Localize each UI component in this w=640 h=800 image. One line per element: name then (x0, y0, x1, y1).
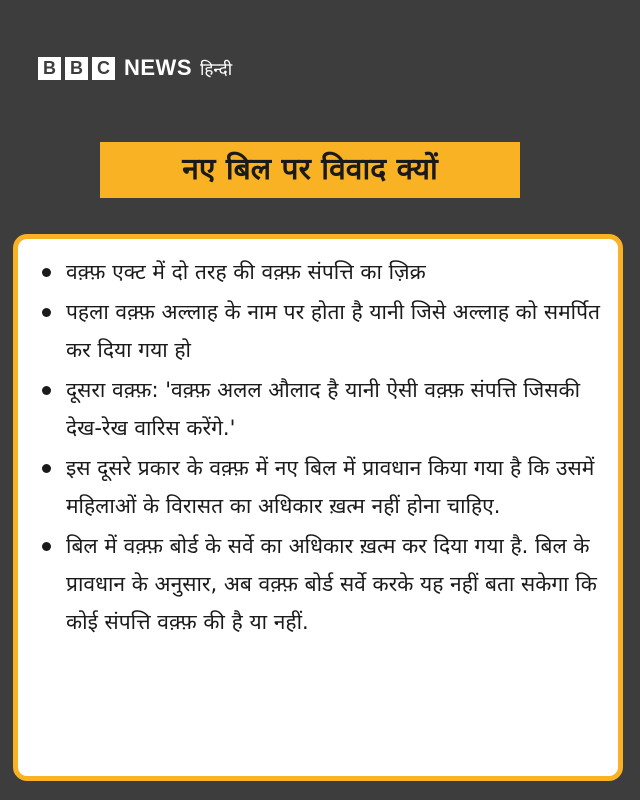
bullet-dot-icon (42, 268, 51, 277)
bullet-text-2: पहला वक़्फ़ अल्लाह के नाम पर होता है यानी जिसे अल्लाह को समर्पित कर दिया गया हो (66, 300, 600, 362)
title-banner (100, 142, 520, 198)
bullet-item-2 (42, 293, 602, 369)
brand-language-text: हिन्दी (200, 59, 233, 80)
bullet-item-4 (42, 449, 602, 525)
bullet-item-5 (42, 527, 602, 641)
bullet-text-4: इस दूसरे प्रकार के वक़्फ़ में नए बिल में प्रावधान किया गया है कि उसमें महिलाओं के विरासत का अधिकार ख़त्म नहीं होना चाहिए. (66, 456, 595, 518)
bullet-item-1 (42, 253, 602, 291)
bullet-dot-icon (42, 542, 51, 551)
bbc-logo-letter-b2: B (65, 57, 88, 80)
bbc-logo-letter-b1: B (38, 57, 61, 80)
brand-news-text: NEWS (124, 55, 192, 80)
bullet-list (18, 239, 618, 641)
bullet-text-3: दूसरा वक़्फ़: 'वक़्फ़ अलल औलाद है यानी ऐसी वक़्फ़ संपत्ति जिसकी देख-रेख वारिस करेंगे.' (66, 378, 581, 440)
bullet-dot-icon (42, 386, 51, 395)
content-card (13, 234, 623, 781)
bullet-dot-icon (42, 464, 51, 473)
bullet-item-3 (42, 371, 602, 447)
page-title: नए बिल पर विवाद क्यों (182, 152, 438, 187)
bullet-text-1: वक़्फ़ एक्ट में दो तरह की वक़्फ़ संपत्ति का ज़िक्र (66, 260, 426, 284)
bullet-dot-icon (42, 308, 51, 317)
bbc-logo-letter-c: C (92, 57, 115, 80)
bbc-news-hindi-logo (38, 56, 232, 80)
bullet-text-5: बिल में वक़्फ़ बोर्ड के सर्वे का अधिकार ख़त्म कर दिया गया है. बिल के प्रावधान के अनुसार, अब वक़्फ़ बोर्ड सर्वे करके यह नहीं बता सकेगा कि कोई संपत्ति वक़्फ़ की है या नहीं. (66, 534, 597, 634)
